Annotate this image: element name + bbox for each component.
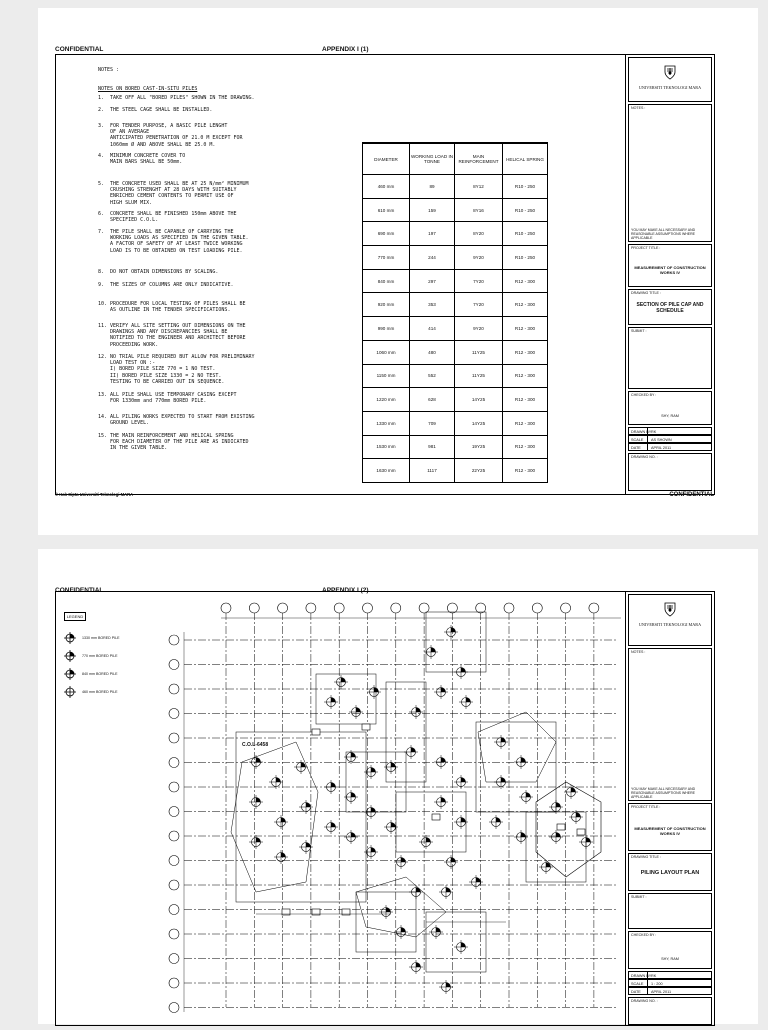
pile-fill — [501, 778, 506, 783]
table-cell: R12 - 300 — [503, 340, 548, 364]
grid-bubble — [169, 782, 179, 792]
appendix-title: APPENDIX I (1) — [322, 46, 369, 53]
pile-fill — [461, 668, 466, 673]
checked-value-2: SHY, RAM — [661, 957, 679, 961]
table-row — [363, 364, 548, 388]
title-block — [626, 55, 714, 494]
legend — [64, 612, 120, 703]
table-cell: 1060 mm — [363, 340, 410, 364]
date-value: APRIL 2011 — [651, 445, 672, 450]
col-label: C.O.L-6458 — [242, 742, 269, 748]
pile-fill — [371, 768, 376, 773]
project-box — [628, 244, 712, 287]
notes-box — [628, 104, 712, 242]
table-row — [363, 269, 548, 293]
table-header-cell: HELICAL SPRING — [503, 143, 548, 175]
university-name-2: UNIVERSITI TEKNOLOGI MARA — [638, 622, 702, 627]
column-marker — [557, 824, 565, 830]
project-label-2: PROJECT TITLE : — [631, 805, 661, 809]
grid-bubble — [447, 603, 457, 613]
pile-fill — [331, 698, 336, 703]
table-cell: 89 — [410, 175, 455, 199]
note-item: 10. PROCEDURE FOR LOCAL TESTING OF PILES SHALL BE AS OUTLINE IN THE TENDER SPECIFICATIONS. — [98, 301, 246, 314]
date-row-2 — [628, 987, 712, 995]
table-cell: 990 mm — [363, 317, 410, 341]
pile-fill — [461, 778, 466, 783]
legend-item — [64, 649, 120, 663]
note-item: 6. CONCRETE SHALL BE FINISHED 150mm ABOVE THE SPECIFIED C.O.L. — [98, 211, 237, 224]
grid-bubble — [169, 758, 179, 768]
grid-bubble — [169, 660, 179, 670]
notes-area — [56, 55, 626, 494]
table-cell: 1530 mm — [363, 435, 410, 459]
note-item: 13. ALL PILE SHALL USE TEMPORARY CASING EXCEPT FOR 1330mm and 770mm BORED PILE. — [98, 392, 237, 405]
table-cell: 8Y12 — [455, 175, 503, 199]
pile-fill — [556, 803, 561, 808]
drawn-by-row — [628, 427, 712, 435]
grid-bubble — [169, 1003, 179, 1013]
pile-fill — [521, 758, 526, 763]
pile-fill — [586, 838, 591, 843]
pile-fill — [501, 738, 506, 743]
table-cell: 1220 mm — [363, 388, 410, 412]
piling-plan-area — [56, 592, 626, 1025]
legend-items — [64, 631, 120, 699]
grid-bubble — [169, 929, 179, 939]
grid-bubble — [561, 603, 571, 613]
table-header-row — [363, 143, 548, 175]
table-cell: 244 — [410, 246, 455, 270]
pile-fill — [356, 708, 361, 713]
checked-label-2: CHECKED BY : — [631, 933, 657, 937]
drawing-title-label-2: DRAWING TITLE : — [631, 855, 661, 859]
grid-bubble — [169, 807, 179, 817]
date-row — [628, 443, 712, 451]
table-cell: 197 — [410, 222, 455, 246]
pile-symbol-icon — [64, 668, 76, 680]
table-cell: 610 mm — [363, 198, 410, 222]
copyright: © Hak Cipta Universiti Teknologi MARA — [55, 492, 134, 497]
drawn-by-label-2: DRAWN BY — [631, 973, 652, 978]
pile-cap-outline — [316, 674, 376, 724]
pile-fill — [451, 858, 456, 863]
pile-fill — [341, 678, 346, 683]
legend-item — [64, 685, 120, 699]
legend-item — [64, 667, 120, 681]
checked-box — [628, 391, 712, 425]
legend-label: 460 mm BORED PILE — [82, 690, 118, 694]
pile-cap-outline — [356, 892, 416, 952]
note-item: 14. ALL PILING WORKS EXPECTED TO START FROM EXISTING GROUND LEVEL. — [98, 414, 255, 427]
note-item: 11. VERIFY ALL SITE SETTING OUT DIMENSIONS ON THE DRAWINGS AND ANY DISCREPANCIES SHALL BE NOTIFIED TO THE ENGINEER AND ARCHITECT BEFORE PROCEEDING WORK. — [98, 323, 246, 348]
table-cell: R10 - 250 — [503, 198, 548, 222]
table-cell: 840 mm — [363, 269, 410, 293]
table-cell: 414 — [410, 317, 455, 341]
pile-fill — [401, 858, 406, 863]
table-cell: R12 - 300 — [503, 269, 548, 293]
pile-cap-outline — [426, 612, 486, 672]
pile-fill — [461, 943, 466, 948]
pile-fill — [391, 823, 396, 828]
pile-fill — [416, 963, 421, 968]
table-cell: 981 — [410, 435, 455, 459]
table-cell: 770 mm — [363, 246, 410, 270]
table-row — [363, 317, 548, 341]
pile-fill — [436, 928, 441, 933]
pile-fill — [576, 813, 581, 818]
grid-bubble — [221, 603, 231, 613]
note-item: 5. THE CONCRETE USED SHALL BE AT 25 N/mm² MINIMUM CRUSHING STRENGHT AT 28 DAYS WITH SUITABLY ENRICHED CEMENT CONTENTS TO PERMIT USE OF HIGH SLUM MIX. — [98, 181, 249, 206]
table-cell: R12 - 300 — [503, 459, 548, 483]
table-cell: 353 — [410, 293, 455, 317]
table-row — [363, 222, 548, 246]
table-cell: 159 — [410, 198, 455, 222]
checked-box-2 — [628, 931, 712, 969]
scale-label-2: SCALE — [631, 981, 644, 986]
notes-box-2 — [628, 648, 712, 801]
piling-layout-plan — [56, 592, 625, 1025]
pile-fill — [281, 818, 286, 823]
table-cell: R10 - 250 — [503, 246, 548, 270]
drawing-title: SECTION OF PILE CAP AND SCHEDULE — [636, 302, 704, 314]
checked-value: SHY, RAM — [661, 414, 679, 418]
pile-fill — [331, 823, 336, 828]
table-row — [363, 246, 548, 270]
university-crest-icon — [662, 601, 678, 617]
table-cell: 552 — [410, 364, 455, 388]
table-header-cell: MAIN REINFORCEMENT — [455, 143, 503, 175]
confidential-header: CONFIDENTIAL — [55, 46, 104, 53]
table-header-cell: DIAMETER — [363, 143, 410, 175]
project-title-2: MEASUREMENT OF CONSTRUCTION WORKS IV — [634, 826, 706, 836]
date-label: DATE — [631, 445, 641, 450]
table-cell: 19Y25 — [455, 435, 503, 459]
drawing-no-box-2 — [628, 997, 712, 1025]
drawing-no-label-2: DRAWING NO. : — [631, 999, 658, 1003]
pile-fill — [416, 888, 421, 893]
grid-bubble — [169, 684, 179, 694]
legend-label: 770 mm BORED PILE — [82, 654, 118, 658]
grid-bubble — [169, 856, 179, 866]
table-cell: 709 — [410, 411, 455, 435]
title-block-2 — [626, 592, 714, 1025]
project-box-2 — [628, 803, 712, 851]
tb-notes-label-2: NOTES : — [631, 650, 646, 654]
pile-fill — [374, 688, 379, 693]
pile-fill — [401, 928, 406, 933]
assumption-note: YOU MAY MAKE ALL NECESSARY AND REASONABLE ASSUMPTIONS WHERE APPLICABLE — [631, 228, 696, 241]
pile-fill — [431, 648, 436, 653]
submit-box — [628, 327, 712, 389]
grid-bubble — [169, 880, 179, 890]
table-row — [363, 411, 548, 435]
drawn-by-value: RK — [651, 429, 657, 434]
note-item: 7. THE PILE SHALL BE CAPABLE OF CARRYING THE WORKING LOADS AS SPECIFIED IN THE GIVEN TABLE. A FACTOR OF SAFETY OF AT LEAST TWICE WORKING LOAD IS TO BE OBTAINED ON TEST LOADING PILE. — [98, 229, 249, 254]
grid-bubble — [306, 603, 316, 613]
grid-bubble — [169, 709, 179, 719]
table-body — [363, 175, 548, 483]
pile-fill — [416, 708, 421, 713]
pile-fill — [496, 818, 501, 823]
drawing-title-2: PILING LAYOUT PLAN — [640, 870, 700, 876]
pile-fill — [386, 908, 391, 913]
pile-fill — [426, 838, 431, 843]
pile-fill — [476, 878, 481, 883]
drawing-no-box — [628, 453, 712, 491]
pile-fill — [441, 688, 446, 693]
grid-bubble — [391, 603, 401, 613]
table-cell: 1150 mm — [363, 364, 410, 388]
pile-fill — [351, 753, 356, 758]
note-item: 4. MINIMUM CONCRETE COVER TO MAIN BARS SHALL BE 50mm. — [98, 153, 186, 166]
pile-fill — [391, 763, 396, 768]
pile-fill — [441, 758, 446, 763]
grid-bubble — [169, 905, 179, 915]
note-item: 1. TAKE OFF ALL "BORED PILES" SHOWN IN THE DRAWING. — [98, 95, 255, 101]
pile-fill — [306, 803, 311, 808]
drawing-title-box-2 — [628, 853, 712, 891]
scale-label: SCALE — [631, 437, 644, 442]
pile-fill — [351, 833, 356, 838]
pile-fill — [371, 808, 376, 813]
project-label: PROJECT TITLE : — [631, 246, 661, 250]
column-marker — [577, 829, 585, 835]
confidential-header-2: CONFIDENTIAL — [55, 587, 104, 594]
appendix-title-2: APPENDIX I (2) — [322, 587, 369, 594]
drawing-frame — [55, 54, 715, 495]
page-appendix-2 — [38, 549, 758, 1024]
pile-fill — [571, 788, 576, 793]
pile-cap-outline — [526, 812, 586, 882]
table-cell: 460 mm — [363, 175, 410, 199]
scale-value: AS SHOWN — [651, 437, 672, 442]
pile-fill — [256, 838, 261, 843]
submit-label: SUBMIT : — [631, 329, 647, 333]
confidential-footer: CONFIDENTIAL — [669, 492, 714, 498]
drawing-title-label: DRAWING TITLE : — [631, 291, 661, 295]
grid-bubble — [169, 954, 179, 964]
grid-bubble — [476, 603, 486, 613]
note-item: 15. THE MAIN REINFORCEMENT AND HELICAL SPRING FOR EACH DIAMETER OF THE PILE ARE AS INDICATED IN THE GIVEN TABLE. — [98, 433, 249, 452]
pile-fill — [411, 748, 416, 753]
table-cell: 14Y25 — [455, 388, 503, 412]
grid-bubble — [249, 603, 259, 613]
grid-bubble — [419, 603, 429, 613]
table-cell: 920 mm — [363, 293, 410, 317]
pile-fill — [521, 833, 526, 838]
drawn-by-label: DRAWN BY — [631, 429, 652, 434]
notes-title: NOTES : — [98, 67, 120, 73]
drawn-by-row-2 — [628, 971, 712, 979]
table-cell: 1117 — [410, 459, 455, 483]
table-cell: R12 - 300 — [503, 364, 548, 388]
table-cell: 9Y20 — [455, 246, 503, 270]
table-cell: R12 - 300 — [503, 411, 548, 435]
pile-fill — [526, 793, 531, 798]
drawing-frame-2 — [55, 591, 715, 1026]
pile-fill — [256, 798, 261, 803]
pile-fill — [446, 983, 451, 988]
note-item: 8. DO NOT OBTAIN DIMENSIONS BY SCALING. — [98, 269, 219, 275]
university-name: UNIVERSITI TEKNOLOGI MARA — [638, 85, 702, 90]
pile-symbol-icon — [64, 650, 76, 662]
column-marker — [432, 814, 440, 820]
table-row — [363, 459, 548, 483]
pile-cap-outline — [478, 712, 556, 782]
university-crest-icon — [662, 64, 678, 80]
drawn-by-value-2: RK — [651, 973, 657, 978]
table-cell: 11Y25 — [455, 340, 503, 364]
grid-bubble — [589, 603, 599, 613]
grid-bubble — [363, 603, 373, 613]
pile-fill — [276, 778, 281, 783]
pile-symbol-icon — [64, 686, 76, 698]
grid-bubble — [504, 603, 514, 613]
pile-fill — [556, 833, 561, 838]
pile-fill — [331, 783, 336, 788]
grid-bubble — [532, 603, 542, 613]
table-row — [363, 340, 548, 364]
pile-fill — [441, 798, 446, 803]
table-cell: R12 - 300 — [503, 293, 548, 317]
table-cell: 7Y20 — [455, 293, 503, 317]
table-cell: 297 — [410, 269, 455, 293]
logo-box-2 — [628, 594, 712, 646]
project-title: MEASUREMENT OF CONSTRUCTION WORKS IV — [634, 265, 706, 275]
pile-fill — [466, 698, 471, 703]
note-item: 2. THE STEEL CAGE SHALL BE INSTALLED. — [98, 107, 213, 113]
column-marker — [362, 724, 370, 730]
grid-bubble — [169, 978, 179, 988]
tb-notes-label: NOTES : — [631, 106, 646, 110]
table-row — [363, 388, 548, 412]
pile-cap-outline — [476, 722, 556, 812]
table-row — [363, 435, 548, 459]
table-cell: 7Y20 — [455, 269, 503, 293]
pile-fill — [256, 758, 261, 763]
table-cell: 690 mm — [363, 222, 410, 246]
table-cell: 8Y20 — [455, 222, 503, 246]
submit-label-2: SUBMIT : — [631, 895, 647, 899]
date-value-2: APRIL 2011 — [651, 989, 672, 994]
table-cell: 1630 mm — [363, 459, 410, 483]
table-cell: 14Y25 — [455, 411, 503, 435]
table-cell: 8Y16 — [455, 198, 503, 222]
grid-bubble — [334, 603, 344, 613]
table-cell: R12 - 300 — [503, 435, 548, 459]
table-cell: R10 - 250 — [503, 175, 548, 199]
page-appendix-1 — [38, 8, 758, 535]
table-cell: 628 — [410, 388, 455, 412]
table-cell: 11Y25 — [455, 364, 503, 388]
pile-fill — [451, 628, 456, 633]
scale-row — [628, 435, 712, 443]
submit-box-2 — [628, 893, 712, 929]
pile-fill — [446, 888, 451, 893]
pile-fill — [351, 793, 356, 798]
checked-label: CHECKED BY : — [631, 393, 657, 397]
table-cell: 9Y20 — [455, 317, 503, 341]
table-cell: 22Y25 — [455, 459, 503, 483]
legend-item — [64, 631, 120, 645]
legend-title: LEGEND — [64, 612, 86, 621]
table-cell: R10 - 250 — [503, 222, 548, 246]
pile-fill — [281, 853, 286, 858]
logo-box — [628, 57, 712, 102]
pile-fill — [461, 818, 466, 823]
drawing-no-label: DRAWING NO. : — [631, 455, 658, 459]
pile-schedule-table — [362, 142, 548, 483]
pile-fill — [306, 843, 311, 848]
table-row — [363, 198, 548, 222]
table-cell: R12 - 300 — [503, 388, 548, 412]
table-cell: R12 - 300 — [503, 317, 548, 341]
table-row — [363, 293, 548, 317]
legend-label: 1330 mm BORED PILE — [82, 636, 120, 640]
assumption-note-2: YOU MAY MAKE ALL NECESSARY AND REASONABLE ASSUMPTIONS WHERE APPLICABLE — [631, 787, 696, 800]
scale-value-2: 1 : 200 — [651, 981, 663, 986]
note-item: 9. THE SIZES OF COLUMNS ARE ONLY INDICATIVE. — [98, 282, 234, 288]
note-item: 12. NO TRIAL PILE REQUIRED BUT ALLOW FOR PRELIMINARY LOAD TEST ON :- I) BORED PILE SIZE 770 = 1 NO TEST. II) BORED PILE SIZE 1330 = 2 NO TEST. TESTING TO BE CARRIED OUT IN SEQUENCE. — [98, 354, 255, 385]
pile-symbol-icon — [64, 632, 76, 644]
table-cell: 480 — [410, 340, 455, 364]
grid-bubble — [278, 603, 288, 613]
table-cell: 1330 mm — [363, 411, 410, 435]
grid-bubble — [169, 635, 179, 645]
legend-label: 840 mm BORED PILE — [82, 672, 118, 676]
scale-row-2 — [628, 979, 712, 987]
drawing-title-box — [628, 289, 712, 325]
date-label-2: DATE — [631, 989, 641, 994]
pile-fill — [371, 848, 376, 853]
table-row — [363, 175, 548, 199]
grid-bubble — [169, 831, 179, 841]
pile-fill — [301, 763, 306, 768]
grid-bubble — [169, 733, 179, 743]
note-item: 3. FOR TENDER PURPOSE, A BASIC PILE LENGHT OF AN AVERAGE ANTICIPATED PENETRATION OF 21.0 M EXCEPT FOR 1060mm Ø AND ABOVE SHALL BE 25.0 M. — [98, 123, 243, 148]
table-header-cell: WORKING LOAD IN TONNE — [410, 143, 455, 175]
notes-subtitle: NOTES ON BORED CAST-IN-SITU PILES — [98, 86, 198, 92]
column-marker — [312, 729, 320, 735]
